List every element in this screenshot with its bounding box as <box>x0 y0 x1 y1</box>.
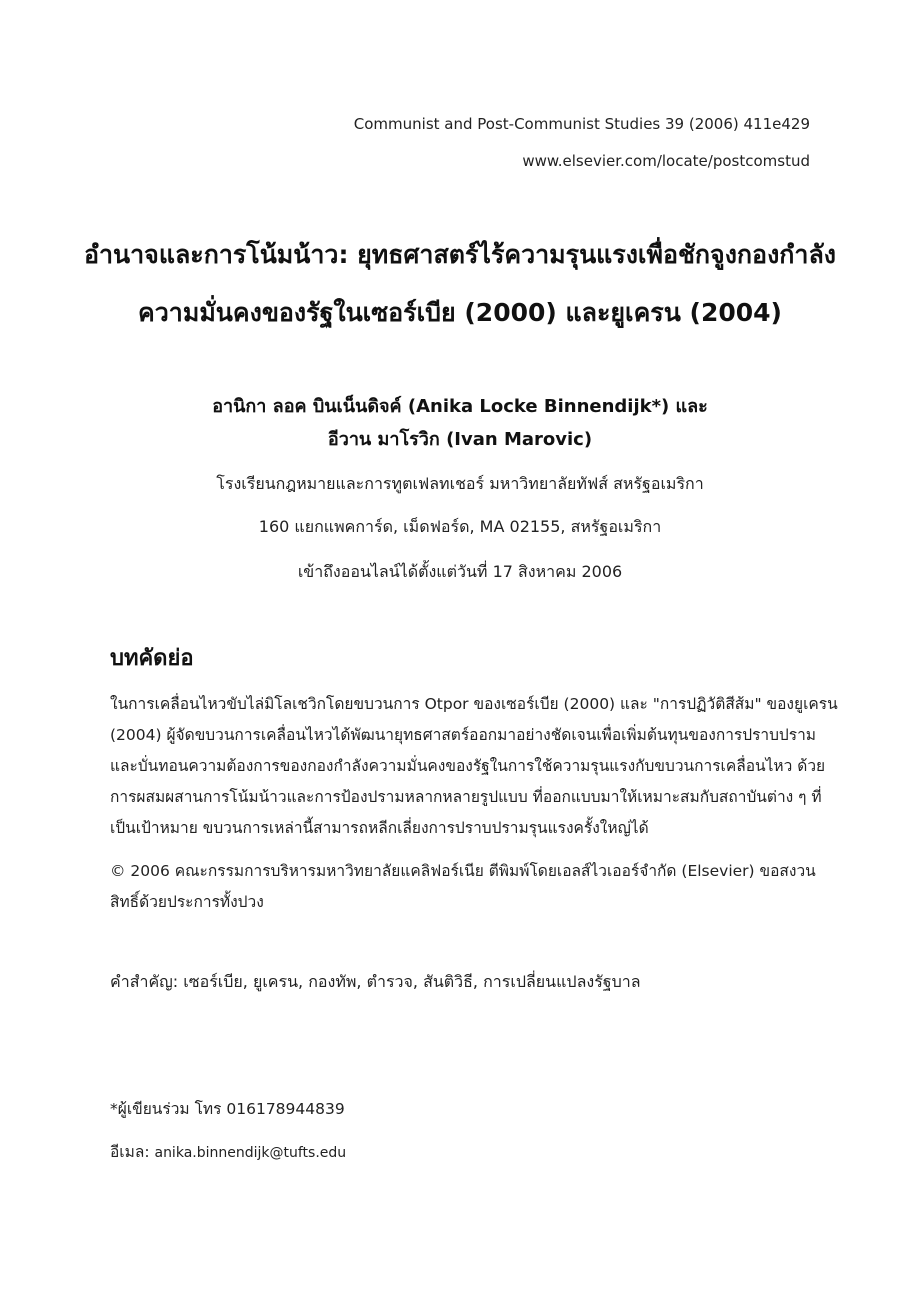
footnote-phone: *ผู้เขียนร่วม โทร 016178944839 <box>110 1100 345 1118</box>
authors-line-2: อีวาน มาโรวิก (Ivan Marovic) <box>327 429 593 450</box>
keywords: คำสำคัญ: เซอร์เบีย, ยูเครน, กองทัพ, ตำรวจ, สันติวิธี, การเปลี่ยนแปลงรัฐบาล <box>110 972 641 991</box>
email-link[interactable]: anika.binnendijk@tufts.edu <box>154 1145 347 1161</box>
authors-line-1: อานิกา ลอค บินเน็นดิจค์ (Anika Locke Binnendijk*) และ <box>212 396 708 417</box>
affiliation-line-2: 160 แยกแพคการ์ด, เม็ดฟอร์ด, MA 02155, สหรัฐอเมริกา <box>258 517 662 536</box>
footnote-email <box>110 1139 346 1164</box>
title-line-2: ความมั่นคงของรัฐในเซอร์เบีย (2000) และยูเครน (2004) <box>138 298 782 327</box>
abstract-line: ในการเคลื่อนไหวขับไล่มิโลเชวิกโดยขบวนการ Otpor ของเซอร์เบีย (2000) และ "การปฏิวัติสีส้ม" ของยูเครน <box>110 695 838 713</box>
paper-title <box>60 226 860 342</box>
email-label: อีเมล: <box>110 1143 150 1161</box>
journal-citation: Communist and Post-Communist Studies 39 (2006) 411e429 <box>353 115 810 133</box>
copyright-notice <box>110 856 816 918</box>
abstract-line: (2004) ผู้จัดขบวนการเคลื่อนไหวได้พัฒนายุทธศาสตร์ออกมาอย่างชัดเจนเพื่อเพิ่มต้นทุนของการปราบปราม <box>110 726 817 744</box>
authors <box>60 390 860 456</box>
online-date: เข้าถึงออนไลน์ได้ตั้งแต่วันที่ 17 สิงหาคม 2006 <box>297 562 623 581</box>
copyright-line: สิทธิ์ด้วยประการทั้งปวง <box>110 893 264 911</box>
copyright-line: © 2006 คณะกรรมการบริหารมหาวิทยาลัยแคลิฟอร์เนีย ตีพิมพ์โดยเอลส์ไวเออร์จำกัด (Elsevier) ขอสงวน <box>110 862 816 880</box>
journal-url: www.elsevier.com/locate/postcomstud <box>522 152 810 170</box>
title-line-1: อำนาจและการโน้มน้าว: ยุทธศาสตร์ไร้ความรุนแรงเพื่อชักจูงกองกำลัง <box>84 240 836 269</box>
abstract-line: เป็นเป้าหมาย ขบวนการเหล่านี้สามารถหลีกเลี่ยงการปราบปรามรุนแรงครั้งใหญ่ได้ <box>110 819 649 837</box>
affiliation-line-1: โรงเรียนกฎหมายและการทูตเฟลทเชอร์ มหาวิทยาลัยทัฟส์ สหรัฐอเมริกา <box>216 474 704 493</box>
abstract-body <box>110 689 838 844</box>
abstract-line: การผสมผสานการโน้มน้าวและการป้องปรามหลากหลายรูปแบบ ที่ออกแบบมาให้เหมาะสมกับสถาบันต่าง ๆ ที่ <box>110 788 822 806</box>
abstract-line: และบั่นทอนความต้องการของกองกำลังความมั่นคงของรัฐในการใช้ความรุนแรงกับขบวนการเคลื่อนไหว ด้วย <box>110 757 826 775</box>
abstract-heading: บทคัดย่อ <box>110 646 194 671</box>
